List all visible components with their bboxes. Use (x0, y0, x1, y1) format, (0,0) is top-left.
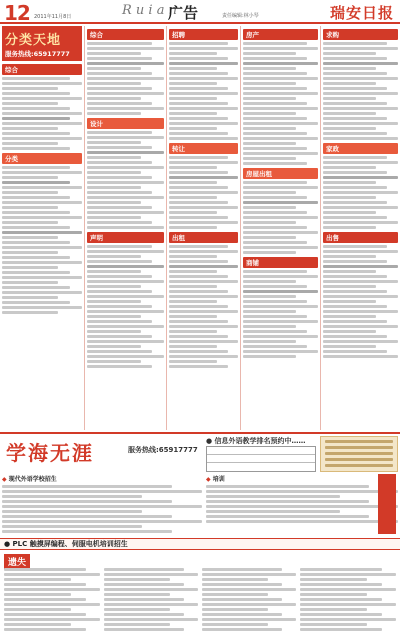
school-ad (2, 474, 202, 536)
section-heading: 综合 (2, 64, 82, 75)
section-heading: 设计 (87, 118, 164, 129)
classified-column-1 (2, 26, 82, 430)
section-title: 广告 (168, 4, 199, 22)
newspaper-logo: 瑞安日报 (329, 4, 394, 22)
section-heading: 招聘 (169, 29, 238, 40)
lower-section (0, 474, 400, 536)
plc-training-strip: ● PLC 触摸屏编程、伺服电机培训招生 (0, 538, 400, 550)
section-heading: 声明 (87, 232, 164, 243)
editor-credit: 责任编辑:林小琴 (222, 13, 259, 19)
section-heading: 出租 (169, 232, 238, 243)
classified-banner (2, 26, 82, 61)
training-ad (206, 474, 398, 536)
section-heading: 家政 (323, 143, 398, 154)
section-heading: 分类 (2, 153, 82, 164)
section-heading: 房屋出租 (243, 168, 318, 179)
lost-notices (0, 552, 400, 641)
training-ad-heading: ◆ 培训 (206, 474, 398, 483)
classified-column-4 (240, 26, 318, 430)
banner-title: 分类天地 (5, 33, 62, 48)
school-ad-heading: ◆ 现代外语学校招生 (2, 474, 202, 483)
promo-box (320, 436, 398, 472)
section-heading: 综合 (87, 29, 164, 40)
education-title: 学海无涯 (6, 441, 94, 465)
page-header (0, 0, 400, 24)
issue-date: 2011年11月8日 (34, 14, 72, 20)
section-heading: 求购 (323, 29, 398, 40)
training-ad-graphic (378, 474, 396, 534)
section-heading: 转让 (169, 143, 238, 154)
section-heading: 出售 (323, 232, 398, 243)
classified-column-3 (166, 26, 238, 430)
lost-notices-heading: 遗失 (4, 554, 30, 569)
education-phone: 服务热线:65917777 (128, 446, 198, 454)
course-schedule-table (206, 446, 316, 472)
classified-column-2 (84, 26, 164, 430)
section-name-en: R u i a n (122, 3, 177, 18)
classified-column-5 (320, 26, 398, 430)
language-course-heading: ● 信息外语教学排名预约中…… (206, 437, 306, 445)
education-band (0, 432, 400, 472)
page-number: 12 (4, 1, 30, 25)
banner-phone: 服务热线:65917777 (5, 50, 70, 58)
section-heading: 商铺 (243, 257, 318, 268)
section-heading: 房产 (243, 29, 318, 40)
